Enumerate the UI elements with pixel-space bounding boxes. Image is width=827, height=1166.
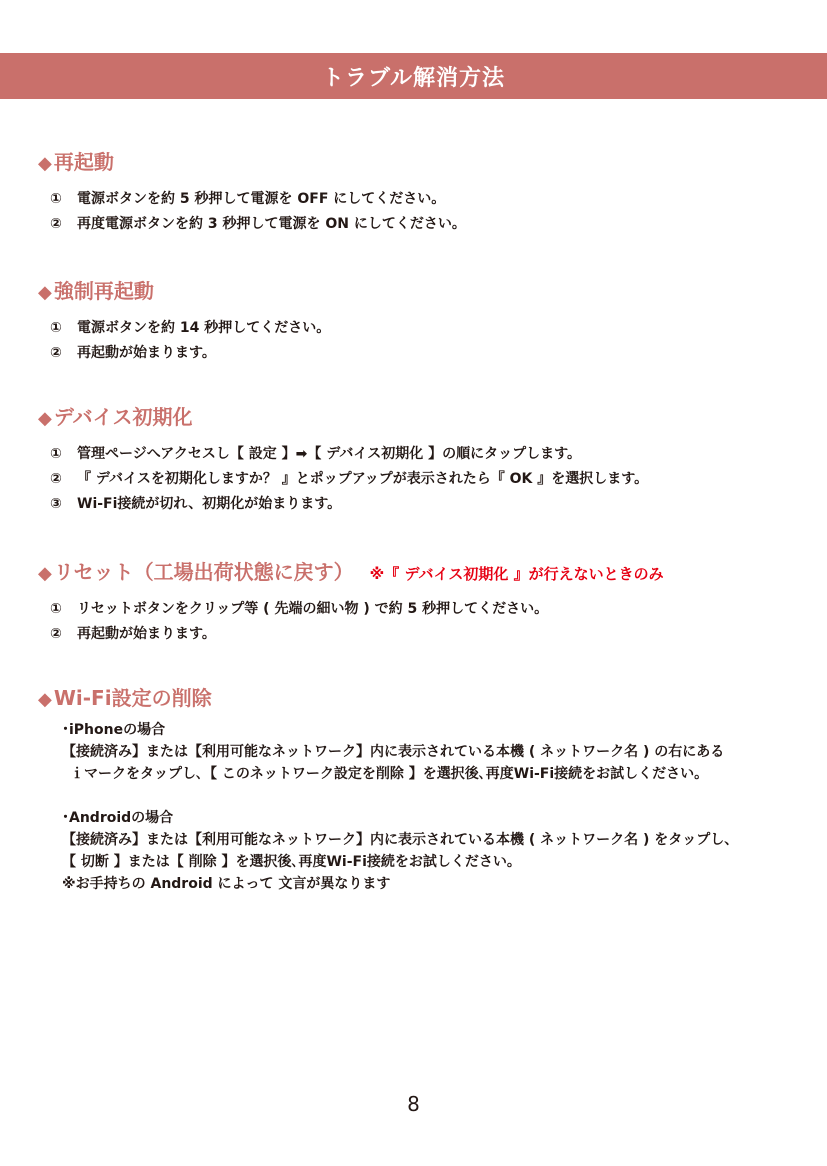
section-factory-reset — [38, 556, 798, 647]
step-text: 電源ボタンを約 5 秒押して電源を OFF にしてください。 — [77, 191, 446, 207]
step-text: 再度電源ボタンを約 3 秒押して電源を ON にしてください。 — [77, 216, 466, 232]
step-number: ③ — [50, 496, 62, 512]
step-item — [38, 467, 798, 492]
step-item — [38, 187, 798, 212]
iphone-block — [38, 719, 798, 785]
iphone-line-1: 【接続済み】または【利用可能なネットワーク】内に表示されている本機 ( ネットワーク名 ) の右にある — [62, 744, 725, 760]
step-item — [38, 492, 798, 517]
iphone-line-2: ｉマークをタップし､【 このネットワーク設定を削除 】を選択後､再度Wi-Fi接続をお試しください。 — [70, 766, 709, 782]
step-text: 再起動が始まります。 — [77, 626, 216, 642]
step-text: リセットボタンをクリップ等 ( 先端の細い物 ) で約 5 秒押してください。 — [77, 601, 549, 617]
step-list — [38, 316, 798, 366]
step-item — [38, 442, 798, 467]
step-list — [38, 597, 798, 647]
step-item — [38, 212, 798, 237]
step-number: ① — [50, 446, 62, 462]
diamond-icon: ◆ — [38, 563, 52, 584]
step-list — [38, 442, 798, 517]
step-text: 『 デバイスを初期化しますか？ 』とポップアップが表示されたら『 OK 』を選択します。 — [77, 471, 649, 487]
android-line-2: 【 切断 】または【 削除 】を選択後､再度Wi-Fi接続をお試しください。 — [62, 854, 521, 870]
step-item — [38, 341, 798, 366]
step-number: ① — [50, 601, 62, 617]
android-block — [38, 807, 798, 895]
section-heading: デバイス初期化 — [53, 405, 193, 429]
page-title: トラブル解消方法 — [321, 65, 506, 91]
section-force-restart — [38, 275, 798, 366]
reset-note: ※『 デバイス初期化 』が行えないときのみ — [369, 565, 664, 583]
section-heading: 強制再起動 — [53, 279, 154, 303]
step-item — [38, 316, 798, 341]
android-label: ･Androidの場合 — [62, 810, 174, 826]
step-number: ② — [50, 345, 62, 361]
section-heading: Wi-Fi設定の削除 — [53, 686, 212, 710]
step-number: ② — [50, 216, 62, 232]
diamond-icon: ◆ — [38, 282, 52, 303]
diamond-icon: ◆ — [38, 153, 52, 174]
step-text: 再起動が始まります。 — [77, 345, 216, 361]
page-number: 8 — [407, 1092, 420, 1116]
android-line-3: ※お手持ちの Android によって 文言が異なります — [62, 876, 391, 892]
step-text: 電源ボタンを約 14 秒押してください。 — [77, 320, 331, 336]
step-item — [38, 597, 798, 622]
step-number: ① — [50, 320, 62, 336]
iphone-label: ･iPhoneの場合 — [62, 722, 166, 738]
section-heading: 再起動 — [53, 150, 114, 174]
android-line-1: 【接続済み】または【利用可能なネットワーク】内に表示されている本機 ( ネットワーク名 ) をタップし、 — [62, 832, 739, 848]
section-wifi-delete — [38, 682, 798, 895]
step-list — [38, 187, 798, 237]
section-heading: リセット（工場出荷状態に戻す） — [53, 560, 354, 584]
step-text: 管理ページへアクセスし【 設定 】➡【 デバイス初期化 】の順にタップします。 — [77, 446, 582, 462]
title-banner — [0, 53, 827, 99]
step-number: ② — [50, 471, 62, 487]
step-number: ② — [50, 626, 62, 642]
diamond-icon: ◆ — [38, 689, 52, 710]
diamond-icon: ◆ — [38, 408, 52, 429]
step-text: Wi-Fi接続が切れ、初期化が始まります。 — [77, 496, 342, 512]
section-restart — [38, 146, 798, 237]
step-number: ① — [50, 191, 62, 207]
section-device-init — [38, 401, 798, 517]
step-item — [38, 622, 798, 647]
